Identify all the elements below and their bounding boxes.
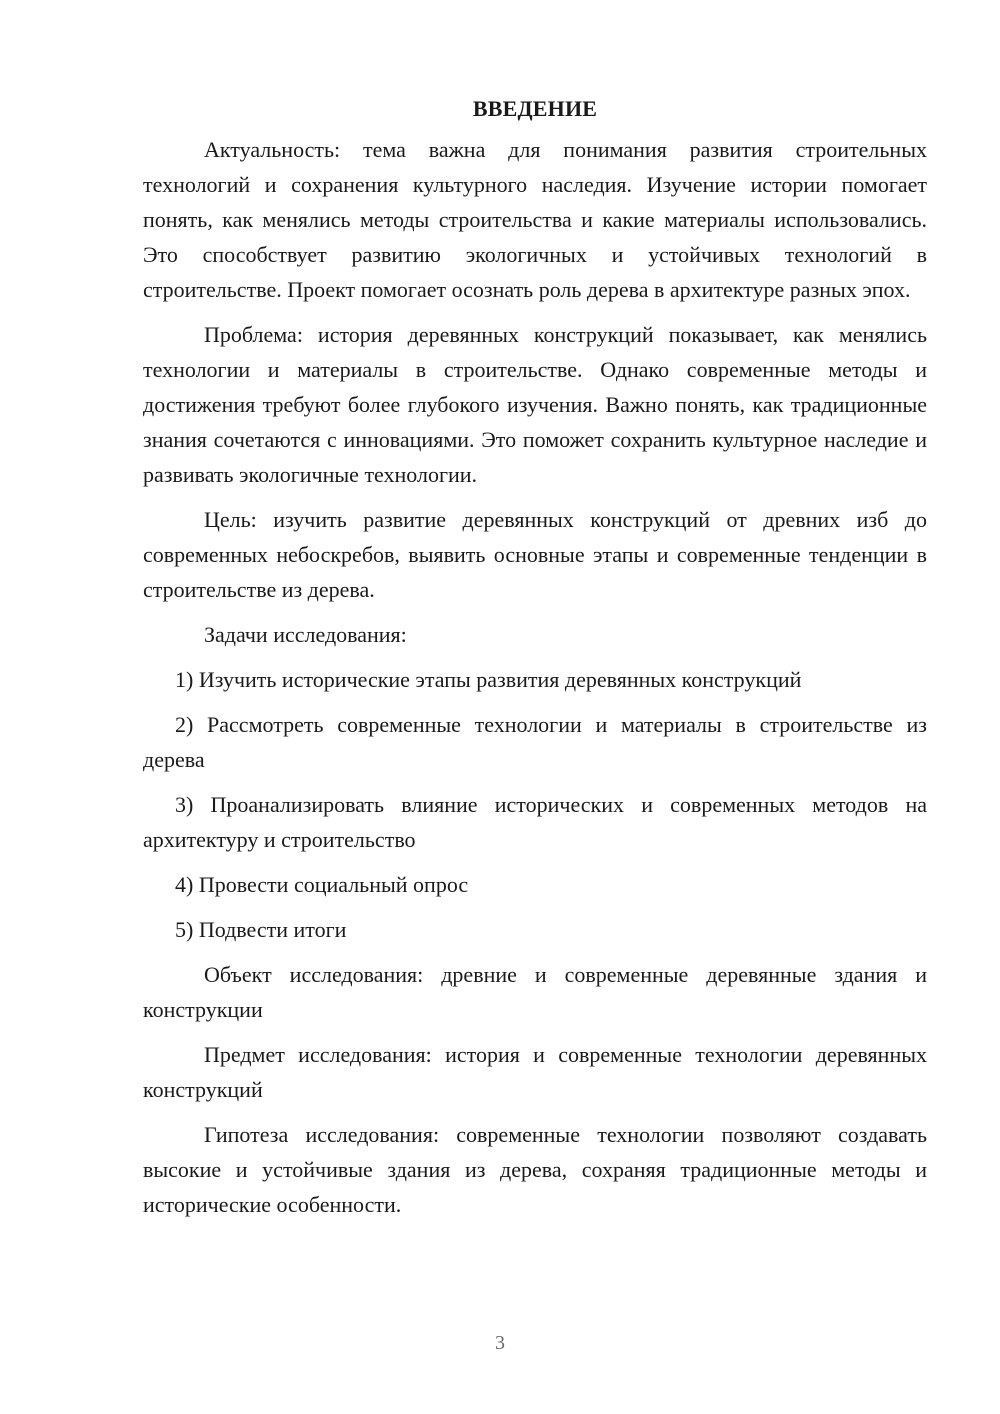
relevance-paragraph: Актуальность: тема важна для понимания развития строительных технологий и сохранения культурного наследия. Изучение истории помогает понять, как менялись методы строительства и какие материалы использовались. Это способствует развитию экологичных и устойчивых технологий в строительстве. Проект помогает осознать роль дерева в архитектуре разных эпох. xyxy=(143,137,927,302)
task-item-4: 4) Провести социальный опрос xyxy=(175,872,469,897)
task-item-3: 3) Проанализировать влияние исторических и современных методов на архитектуру и строительство xyxy=(143,792,927,852)
problem-paragraph: Проблема: история деревянных конструкций показывает, как менялись технологии и материалы в строительстве. Однако современные методы и достижения требуют более глубокого изучения. Важно понять, как традиционные знания сочетаются с инновациями. Это поможет сохранить культурное наследие и развивать экологичные технологии. xyxy=(143,322,927,487)
subject-paragraph: Предмет исследования: история и современные технологии деревянных конструкций xyxy=(143,1042,927,1102)
task-item-5: 5) Подвести итоги xyxy=(175,917,347,942)
tasks-intro: Задачи исследования: xyxy=(204,622,407,647)
task-item-2: 2) Рассмотреть современные технологии и материалы в строительстве из дерева xyxy=(143,712,927,772)
object-paragraph: Объект исследования: древние и современные деревянные здания и конструкции xyxy=(143,962,927,1022)
section-heading: ВВЕДЕНИЕ xyxy=(472,96,598,121)
page-number: 3 xyxy=(495,1332,505,1354)
hypothesis-paragraph: Гипотеза исследования: современные технологии позволяют создавать высокие и устойчивые здания из дерева, сохраняя традиционные методы и исторические особенности. xyxy=(143,1122,927,1217)
goal-paragraph: Цель: изучить развитие деревянных конструкций от древних изб до современных небоскребов, выявить основные этапы и современные тенденции в строительстве из дерева. xyxy=(143,507,927,602)
document-page xyxy=(143,92,927,1232)
task-item-1: 1) Изучить исторические этапы развития деревянных конструкций xyxy=(175,667,802,692)
